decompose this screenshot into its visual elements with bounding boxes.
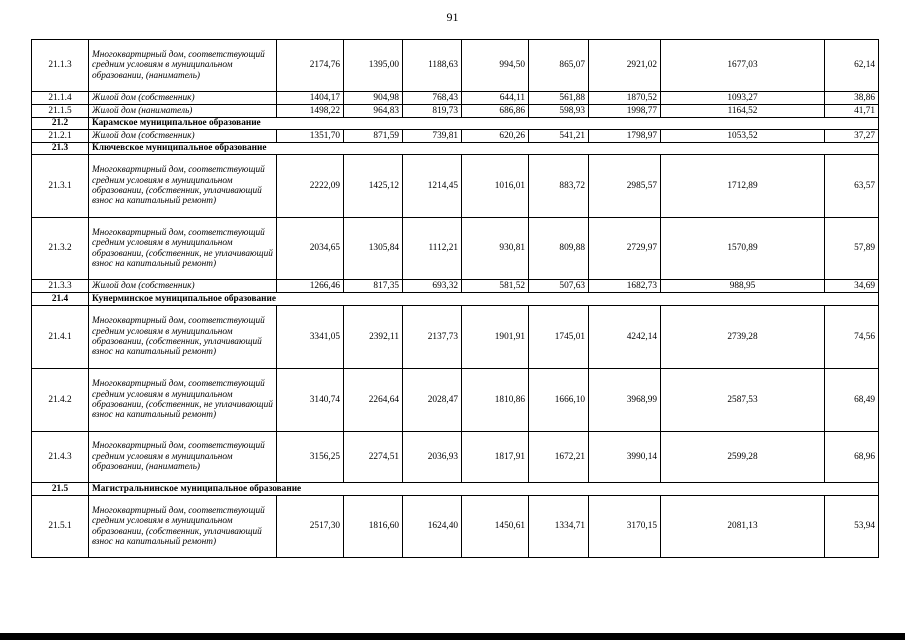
- value-cell: 598,93: [529, 105, 589, 118]
- value-cell: 2921,02: [589, 40, 661, 92]
- value-cell: 1745,01: [529, 306, 589, 369]
- value-cell: 2392,11: [344, 306, 403, 369]
- row-description: Многоквартирный дом, соответствующий средним условиям в муниципальном образовании, (наниматель): [89, 40, 277, 92]
- row-code: 21.2.1: [32, 130, 89, 143]
- value-cell: 2028,47: [403, 369, 462, 432]
- value-cell: 2036,93: [403, 432, 462, 483]
- row-description: Жилой дом (наниматель): [89, 105, 277, 118]
- scan-bottom-edge: [0, 633, 905, 640]
- value-cell: 1677,03: [661, 40, 825, 92]
- section-title: Магистральнинское муниципальное образование: [89, 483, 879, 496]
- value-cell: 68,96: [825, 432, 879, 483]
- value-cell: 1112,21: [403, 218, 462, 280]
- row-description: Многоквартирный дом, соответствующий средним условиям в муниципальном образовании, (собственник, уплачивающий взнос на капитальный ремонт): [89, 306, 277, 369]
- value-cell: 1351,70: [277, 130, 344, 143]
- value-cell: 1712,89: [661, 155, 825, 218]
- value-cell: 4242,14: [589, 306, 661, 369]
- value-cell: 541,21: [529, 130, 589, 143]
- value-cell: 964,83: [344, 105, 403, 118]
- table-row: [32, 130, 879, 143]
- value-cell: 3990,14: [589, 432, 661, 483]
- section-row: [32, 483, 879, 496]
- value-cell: 693,32: [403, 280, 462, 293]
- value-cell: 581,52: [462, 280, 529, 293]
- value-cell: 63,57: [825, 155, 879, 218]
- table-row: [32, 369, 879, 432]
- row-description: Жилой дом (собственник): [89, 130, 277, 143]
- value-cell: 1334,71: [529, 496, 589, 558]
- value-cell: 1404,17: [277, 92, 344, 105]
- value-cell: 1901,91: [462, 306, 529, 369]
- value-cell: 1672,21: [529, 432, 589, 483]
- value-cell: 994,50: [462, 40, 529, 92]
- value-cell: 2264,64: [344, 369, 403, 432]
- row-description: Жилой дом (собственник): [89, 280, 277, 293]
- value-cell: 62,14: [825, 40, 879, 92]
- value-cell: 57,89: [825, 218, 879, 280]
- value-cell: 1188,63: [403, 40, 462, 92]
- value-cell: 644,11: [462, 92, 529, 105]
- value-cell: 809,88: [529, 218, 589, 280]
- value-cell: 1305,84: [344, 218, 403, 280]
- section-title: Ключевское муниципальное образование: [89, 143, 879, 155]
- value-cell: 1798,97: [589, 130, 661, 143]
- row-description: Многоквартирный дом, соответствующий средним условиям в муниципальном образовании, (собственник, не уплачивающий взнос на капитальный ремонт): [89, 218, 277, 280]
- value-cell: 2034,65: [277, 218, 344, 280]
- value-cell: 620,26: [462, 130, 529, 143]
- table-row: [32, 218, 879, 280]
- value-cell: 34,69: [825, 280, 879, 293]
- value-cell: 3170,15: [589, 496, 661, 558]
- value-cell: 1053,52: [661, 130, 825, 143]
- value-cell: 1870,52: [589, 92, 661, 105]
- value-cell: 1266,46: [277, 280, 344, 293]
- table-row: [32, 40, 879, 92]
- value-cell: 739,81: [403, 130, 462, 143]
- value-cell: 68,49: [825, 369, 879, 432]
- value-cell: 871,59: [344, 130, 403, 143]
- value-cell: 561,88: [529, 92, 589, 105]
- value-cell: 988,95: [661, 280, 825, 293]
- value-cell: 2985,57: [589, 155, 661, 218]
- value-cell: 2222,09: [277, 155, 344, 218]
- section-code: 21.4: [32, 293, 89, 306]
- value-cell: 53,94: [825, 496, 879, 558]
- value-cell: 1164,52: [661, 105, 825, 118]
- table-row: [32, 496, 879, 558]
- value-cell: 2081,13: [661, 496, 825, 558]
- row-code: 21.1.4: [32, 92, 89, 105]
- value-cell: 865,07: [529, 40, 589, 92]
- value-cell: 1998,77: [589, 105, 661, 118]
- value-cell: 507,63: [529, 280, 589, 293]
- value-cell: 2274,51: [344, 432, 403, 483]
- section-code: 21.2: [32, 118, 89, 130]
- value-cell: 1810,86: [462, 369, 529, 432]
- value-cell: 1450,61: [462, 496, 529, 558]
- section-row: [32, 293, 879, 306]
- row-code: 21.3.3: [32, 280, 89, 293]
- section-title: Кунерминское муниципальное образование: [89, 293, 879, 306]
- section-code: 21.5: [32, 483, 89, 496]
- section-title: Карамское муниципальное образование: [89, 118, 879, 130]
- section-row: [32, 143, 879, 155]
- value-cell: 1093,27: [661, 92, 825, 105]
- value-cell: 1816,60: [344, 496, 403, 558]
- table-body: [32, 40, 879, 558]
- value-cell: 2587,53: [661, 369, 825, 432]
- value-cell: 817,35: [344, 280, 403, 293]
- row-code: 21.4.2: [32, 369, 89, 432]
- value-cell: 2174,76: [277, 40, 344, 92]
- row-code: 21.1.3: [32, 40, 89, 92]
- value-cell: 3140,74: [277, 369, 344, 432]
- value-cell: 1817,91: [462, 432, 529, 483]
- row-description: Жилой дом (собственник): [89, 92, 277, 105]
- table-row: [32, 155, 879, 218]
- value-cell: 686,86: [462, 105, 529, 118]
- row-code: 21.4.1: [32, 306, 89, 369]
- section-row: [32, 118, 879, 130]
- row-description: Многоквартирный дом, соответствующий средним условиям в муниципальном образовании, (собственник, уплачивающий взнос на капитальный ремонт): [89, 155, 277, 218]
- value-cell: 2739,28: [661, 306, 825, 369]
- value-cell: 2729,97: [589, 218, 661, 280]
- value-cell: 930,81: [462, 218, 529, 280]
- tariff-table: [31, 39, 879, 558]
- table-row: [32, 432, 879, 483]
- row-description: Многоквартирный дом, соответствующий средним условиям в муниципальном образовании, (наниматель): [89, 432, 277, 483]
- value-cell: 3156,25: [277, 432, 344, 483]
- row-code: 21.5.1: [32, 496, 89, 558]
- value-cell: 1214,45: [403, 155, 462, 218]
- row-code: 21.3.2: [32, 218, 89, 280]
- value-cell: 1666,10: [529, 369, 589, 432]
- value-cell: 1498,22: [277, 105, 344, 118]
- table-row: [32, 306, 879, 369]
- row-code: 21.3.1: [32, 155, 89, 218]
- value-cell: 768,43: [403, 92, 462, 105]
- row-code: 21.4.3: [32, 432, 89, 483]
- table-row: [32, 92, 879, 105]
- value-cell: 1425,12: [344, 155, 403, 218]
- row-code: 21.1.5: [32, 105, 89, 118]
- value-cell: 37,27: [825, 130, 879, 143]
- value-cell: 904,98: [344, 92, 403, 105]
- value-cell: 1682,73: [589, 280, 661, 293]
- value-cell: 3968,99: [589, 369, 661, 432]
- value-cell: 1624,40: [403, 496, 462, 558]
- row-description: Многоквартирный дом, соответствующий средним условиям в муниципальном образовании, (собственник, не уплачивающий взнос на капитальный ремонт): [89, 369, 277, 432]
- value-cell: 883,72: [529, 155, 589, 218]
- value-cell: 2137,73: [403, 306, 462, 369]
- value-cell: 819,73: [403, 105, 462, 118]
- value-cell: 74,56: [825, 306, 879, 369]
- value-cell: 2599,28: [661, 432, 825, 483]
- page-number: 91: [446, 10, 459, 24]
- value-cell: 1570,89: [661, 218, 825, 280]
- value-cell: 38,86: [825, 92, 879, 105]
- value-cell: 2517,30: [277, 496, 344, 558]
- value-cell: 1016,01: [462, 155, 529, 218]
- value-cell: 1395,00: [344, 40, 403, 92]
- row-description: Многоквартирный дом, соответствующий средним условиям в муниципальном образовании, (собственник, уплачивающий взнос на капитальный ремонт): [89, 496, 277, 558]
- table-row: [32, 280, 879, 293]
- table-row: [32, 105, 879, 118]
- section-code: 21.3: [32, 143, 89, 155]
- value-cell: 41,71: [825, 105, 879, 118]
- value-cell: 3341,05: [277, 306, 344, 369]
